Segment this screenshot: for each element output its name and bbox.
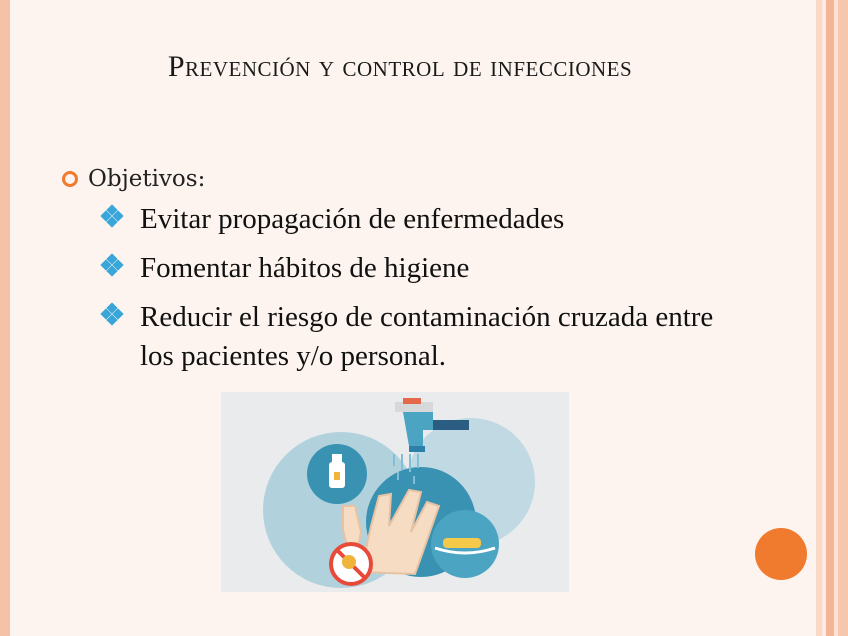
- list-item-text: Evitar propagación de enfermedades: [140, 203, 565, 235]
- ring-bullet-icon: [62, 171, 78, 187]
- diamond-bullet-icon: [100, 249, 124, 277]
- list-item: [100, 298, 740, 376]
- objectives-label: Objetivos:: [88, 166, 206, 192]
- list-item-text: Fomentar hábitos de higiene: [140, 252, 470, 284]
- slide-title: Prevención y control de infecciones: [167, 50, 633, 83]
- right-decorative-stripes: [816, 0, 848, 636]
- decorative-orange-circle: [755, 528, 807, 580]
- objectives-list: [100, 200, 740, 386]
- objectives-bullet: [62, 166, 205, 192]
- list-item: [100, 200, 740, 239]
- diamond-bullet-icon: [100, 298, 124, 326]
- list-item: [100, 249, 740, 288]
- hand-washing-illustration: [221, 392, 569, 592]
- diamond-bullet-icon: [100, 200, 124, 228]
- list-item-text: Reducir el riesgo de contaminación cruzada entre los pacientes y/o personal.: [140, 301, 714, 372]
- left-decorative-band: [0, 0, 10, 636]
